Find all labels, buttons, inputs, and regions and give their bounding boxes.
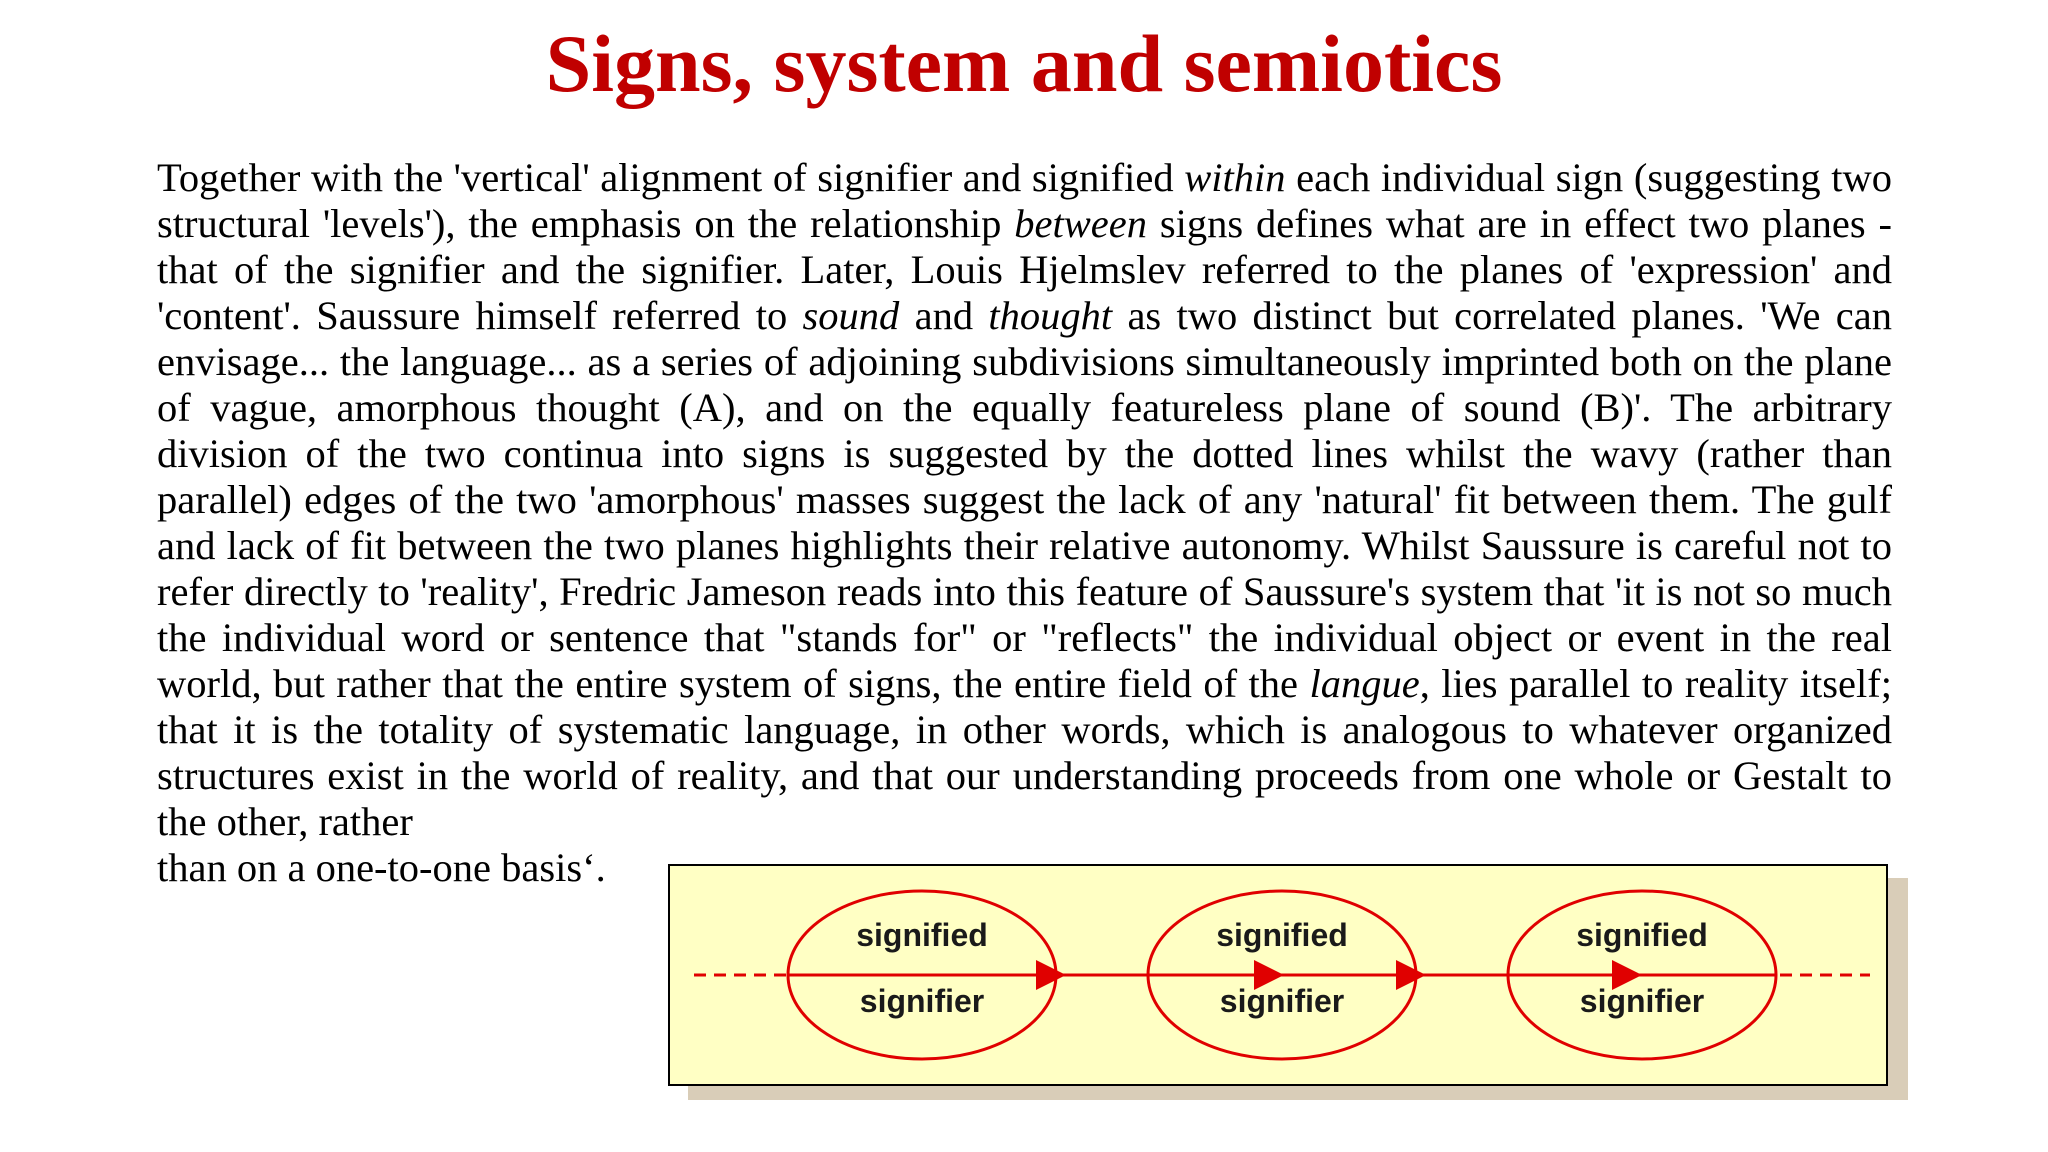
paragraph-italic-thought: thought — [988, 293, 1113, 338]
sign-relations-diagram — [668, 864, 1888, 1086]
paragraph-text-6: , lies parallel to reality itself; that it is the totality of systematic language, in other words, which is analogous to whatever organized structures exist in the world of reality, and that our understanding proceeds from one whole or Gestalt to the other, rather — [157, 661, 1893, 844]
sign-3-signified-label: signified — [1576, 917, 1708, 953]
slide-title: Signs, system and semiotics — [545, 18, 1503, 109]
sign-3-signifier-label: signifier — [1579, 983, 1705, 1019]
paragraph-italic-langue: langue — [1309, 661, 1420, 706]
paragraph-italic-sound: sound — [802, 293, 900, 338]
sign-1-signifier-label: signifier — [859, 983, 985, 1019]
paragraph-text-3: signs defines what are in effect two planes - that of the signifier and the signifier. Later, Louis Hjelmslev referred to the planes of 'expression' and 'content'. Saussure himself referred to — [157, 201, 1892, 338]
sign-2 — [1148, 891, 1416, 1059]
diagram-svg — [670, 866, 1886, 1084]
sign-1-signified-label: signified — [856, 917, 988, 953]
sign-3 — [1508, 891, 1776, 1059]
paragraph-last-line: than on a one-to-one basis‘. — [157, 845, 606, 890]
sign-2-signified-label: signified — [1216, 917, 1348, 953]
paragraph-text-4: and — [899, 293, 989, 338]
sign-2-signifier-label: signifier — [1219, 983, 1345, 1019]
paragraph-italic-within: within — [1184, 155, 1286, 200]
sign-1 — [788, 891, 1056, 1059]
body-paragraph — [157, 155, 1892, 845]
paragraph-italic-between: between — [1014, 201, 1147, 246]
paragraph-text-1: Together with the 'vertical' alignment of signifier and signified — [157, 155, 1185, 200]
paragraph-text-5: as two distinct but correlated planes. 'We can envisage... the language... as a series of adjoining subdivisions simultaneously imprinted both on the plane of vague, amorphous thought (A), and on the equally featureless plane of sound (B)'. The arbitrary division of the two continua into signs is suggested by the dotted lines whilst the wavy (rather than parallel) edges of the two 'amorphous' masses suggest the lack of any 'natural' fit between them. The gulf and lack of fit between the two planes highlights their relative autonomy. Whilst Saussure is careful not to refer directly to 'reality', Fredric Jameson reads into this feature of Saussure's system that 'it is not so much the individual word or sentence that "stands for" or "reflects" the individual object or event in the real world, but rather that the entire system of signs, the entire field of the — [157, 293, 1892, 706]
paragraph-text-2: each individual sign (suggesting two structural 'levels'), the emphasis on the relationship — [157, 155, 1892, 246]
